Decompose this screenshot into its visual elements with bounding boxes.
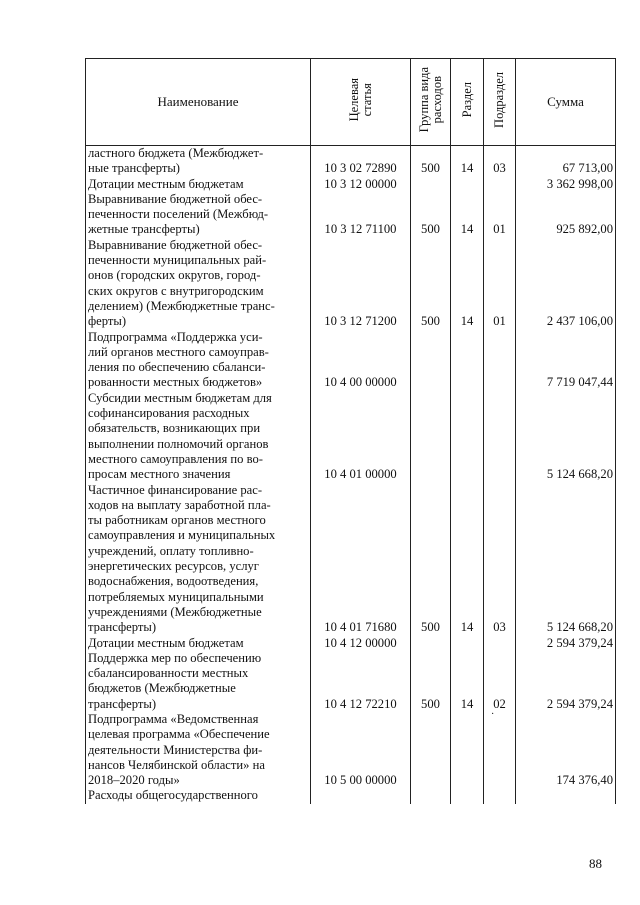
row-sum: 2 437 106,00 [516,238,616,330]
row-target-article: 10 4 12 00000 [311,636,411,651]
row-section: 14 [451,651,484,712]
row-name: Частичное финансирование рас- ходов на выплату заработной пла- ты работникам органов местного самоуправления и муниципальных учреждений, оплату топливно- энергетических ресурсов, услуг водоснабжения, водоотведения, потребляемых муниципальными учреждениями (Межбюджетные трансферты) [86,483,311,636]
row-sum: 2 594 379,24 [516,636,616,651]
row-name: Выравнивание бюджетной обес- печенности поселений (Межбюд- жетные трансферты) [86,192,311,238]
row-name: Подпрограмма «Поддержка уси- лий органов местного самоуправ- ления по обеспечению сбаланси- рованности местных бюджетов» [86,330,311,391]
row-subsection [484,177,516,192]
row-expense-group [411,177,451,192]
row-subsection: 03 [484,146,516,177]
row-expense-group: 500 [411,146,451,177]
row-target-article [311,788,411,803]
row-sum: 925 892,00 [516,192,616,238]
page-number: 88 [589,856,602,871]
row-target-article: 10 5 00 00000 [311,712,411,788]
budget-table [85,58,616,804]
row-subsection [484,636,516,651]
row-sum: 2 594 379,24 [516,651,616,712]
table-row [86,651,616,712]
table-row [86,483,616,636]
row-sum: 5 124 668,20 [516,483,616,636]
row-name: Поддержка мер по обеспечению сбалансированности местных бюджетов (Межбюджетные трансферты) [86,651,311,712]
row-sum: 7 719 047,44 [516,330,616,391]
row-section [451,177,484,192]
row-name: Выравнивание бюджетной обес- печенности муниципальных рай- онов (городских округов, город- ских округов с внутригородским делением) (Межбюджетные транс- ферты) [86,238,311,330]
row-name: Дотации местным бюджетам [86,636,311,651]
row-sum: 3 362 998,00 [516,177,616,192]
header-subsection: Подраздел [484,59,516,146]
header-name: Наименование [86,59,311,146]
row-expense-group: 500 [411,192,451,238]
row-section [451,330,484,391]
row-section: 14 [451,238,484,330]
row-name: Дотации местным бюджетам [86,177,311,192]
row-section [451,712,484,788]
row-subsection: 02 [484,651,516,712]
row-sum: 174 376,40 [516,712,616,788]
row-section: 14 [451,146,484,177]
row-subsection: 03 [484,483,516,636]
row-target-article: 10 3 12 00000 [311,177,411,192]
row-subsection [484,788,516,803]
row-sum [516,788,616,803]
table-row [86,192,616,238]
row-subsection: 01 [484,238,516,330]
row-expense-group [411,330,451,391]
row-expense-group: 500 [411,483,451,636]
table-row [86,712,616,788]
header-target-article: Целевая статья [311,59,411,146]
table-header-row [86,59,616,146]
table-row [86,177,616,192]
row-section: 14 [451,192,484,238]
table-row [86,391,616,483]
row-sum: 5 124 668,20 [516,391,616,483]
table-row [86,238,616,330]
row-target-article: 10 3 02 72890 [311,146,411,177]
row-name: Субсидии местным бюджетам для софинансирования расходных обязательств, возникающих при выполнении полномочий органов местного самоуправления по во- просам местного значения [86,391,311,483]
table-row [86,788,616,803]
row-sum: 67 713,00 [516,146,616,177]
row-section [451,391,484,483]
table-row [86,146,616,177]
scan-speck: · [491,709,495,720]
row-expense-group [411,788,451,803]
row-target-article: 10 4 01 00000 [311,391,411,483]
row-target-article: 10 4 12 72210 [311,651,411,712]
header-expense-group: Группа вида расходов [411,59,451,146]
row-expense-group [411,636,451,651]
row-target-article: 10 3 12 71100 [311,192,411,238]
table-row [86,636,616,651]
row-expense-group: 500 [411,651,451,712]
row-target-article: 10 4 00 00000 [311,330,411,391]
table-row [86,330,616,391]
header-section: Раздел [451,59,484,146]
row-name: Подпрограмма «Ведомственная целевая программа «Обеспечение деятельности Министерства фи- нансов Челябинской области» на 2018–2020 годы» [86,712,311,788]
row-subsection [484,330,516,391]
row-expense-group [411,712,451,788]
row-subsection [484,391,516,483]
row-section [451,788,484,803]
row-subsection [484,712,516,788]
header-sum: Сумма [516,59,616,146]
row-target-article: 10 3 12 71200 [311,238,411,330]
row-name: Расходы общегосударственного [86,788,311,803]
row-section [451,636,484,651]
row-target-article: 10 4 01 71680 [311,483,411,636]
row-name: ластного бюджета (Межбюджет- ные трансферты) [86,146,311,177]
row-expense-group [411,391,451,483]
row-expense-group: 500 [411,238,451,330]
row-section: 14 [451,483,484,636]
row-subsection: 01 [484,192,516,238]
